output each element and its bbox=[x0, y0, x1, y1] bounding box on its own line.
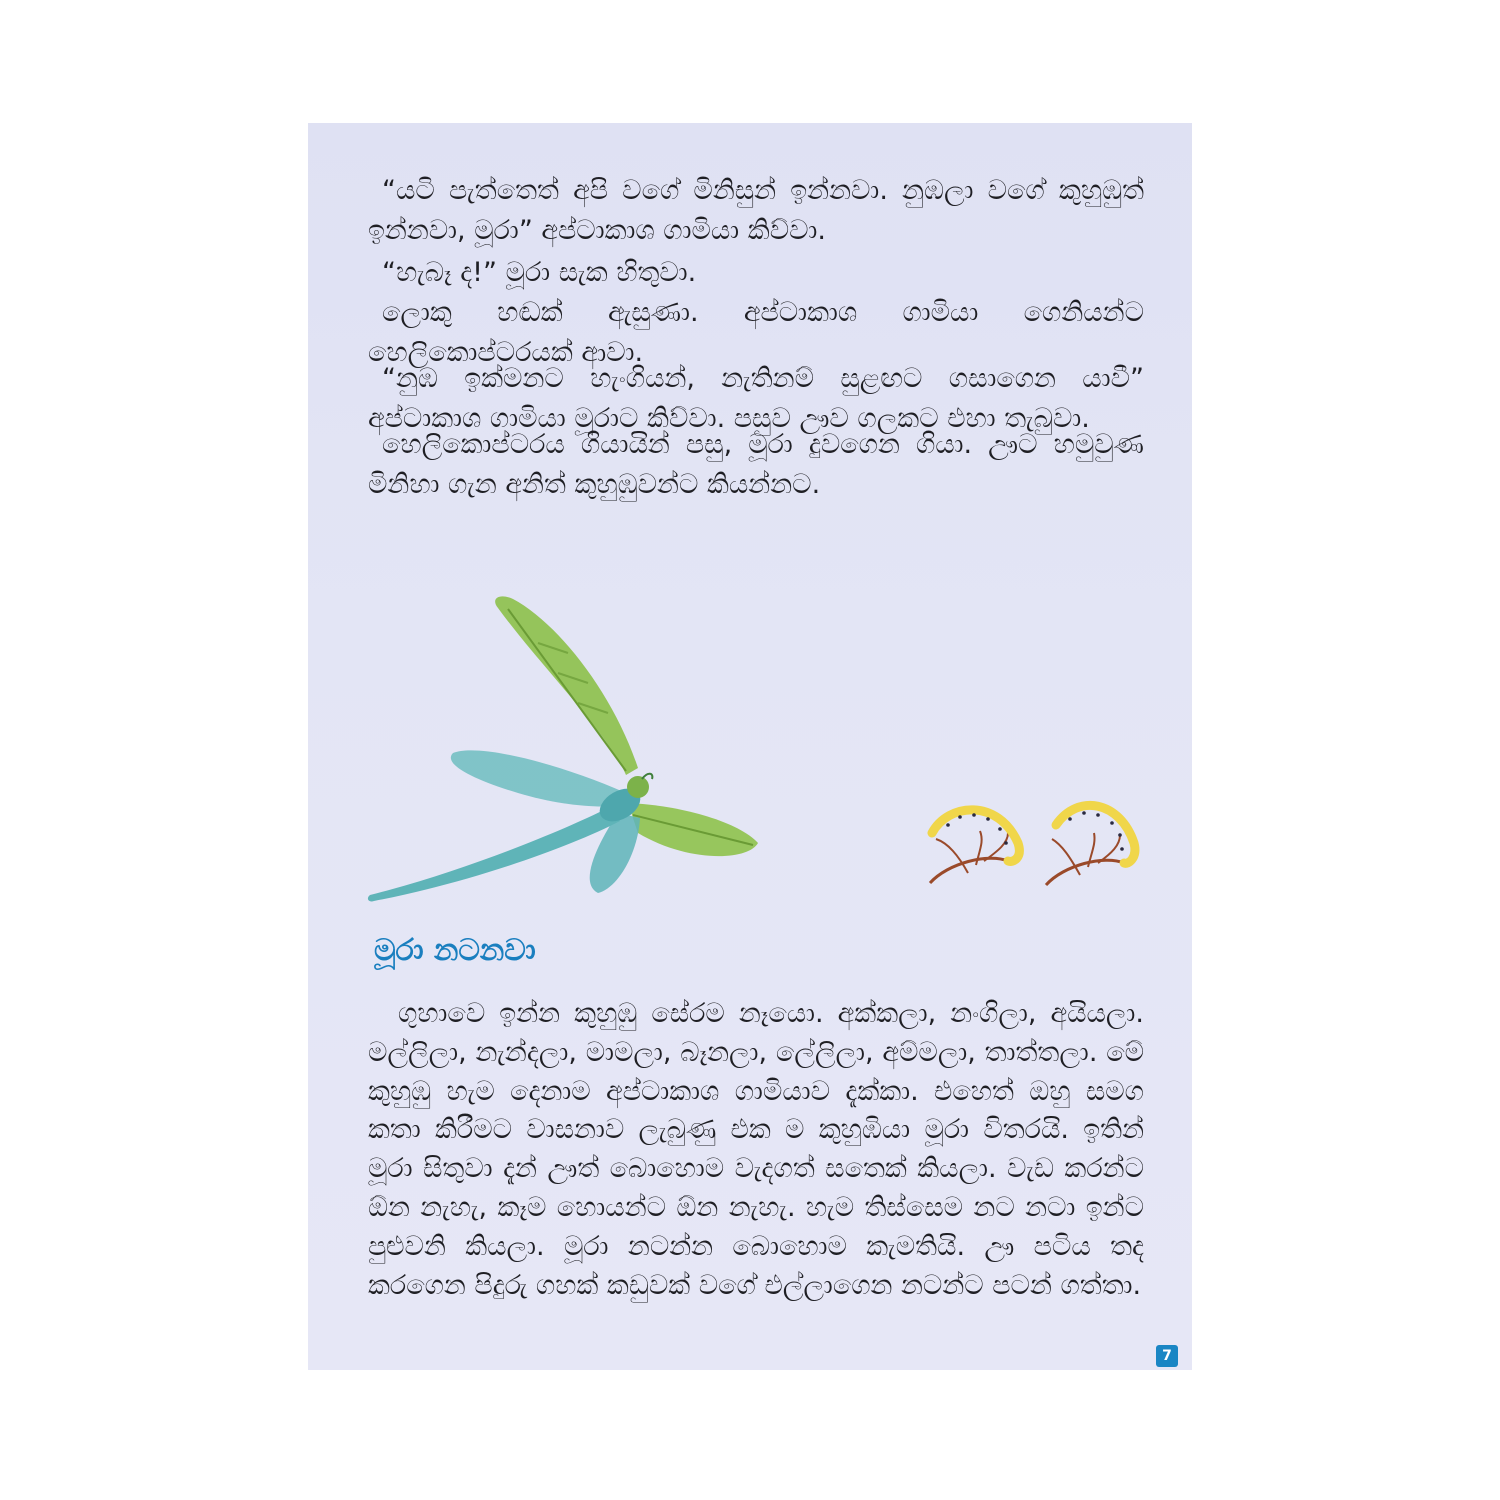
book-page bbox=[308, 123, 1192, 1370]
story-illustration bbox=[308, 543, 1192, 903]
story-paragraph: “හැබෑ ද!” මූරා සැක හිතුවා. bbox=[382, 257, 697, 288]
story-paragraph: “නුඹ ඉක්මනට හැංගියන්, නැතිනම් සුළඟට ගසාගෙන යාවී” අප්ටාකාශ ගාමියා මූරාට කිව්වා. පසුව ඌව ගලකට එහා තැබුවා. bbox=[368, 363, 1144, 434]
page-number-badge: 7 bbox=[1156, 1345, 1178, 1367]
story-paragraph: ලොකු හඬක් ඇසුණා. අප්ටාකාශ ගාමියා ගෙනියන්ට හෙලිකොප්ටරයක් ආවා. bbox=[368, 297, 1144, 368]
seed-pod-icon bbox=[930, 810, 1019, 883]
story-paragraph: “යටි පැත්තෙත් අපි වගේ මිනිසුන් ඉන්නවා. නුඹලා වගේ කුහුඹුත් ඉන්නවා, මූරා” අප්ටාකාශ ගාමියා කිව්වා. bbox=[368, 175, 1144, 246]
section-heading: මූරා නටනවා bbox=[374, 933, 536, 968]
section-paragraph: ගුහාවෙ ඉන්න කුහුඹු සේරම නෑයො. අක්කලා, නංගිලා, අයියලා. මල්ලිලා, නැන්දලා, මාමලා, බෑනලා, ලේලිලා, අම්මලා, තාත්තලා. මේ කුහුඹු හැම දෙනාම අප්ටාකාශ ගාමියාව දැක්කා. එහෙත් ඔහු සමග කතා කිරීමට වාසනාව ලැබුණු එක ම කුහුඹියා මූරා විතරයි. ඉතින් මූරා සිතුවා දැන් ඌත් බොහොම වැදගත් සතෙක් කියලා. වැඩ කරන්ට ඕන නැහැ, කෑම හොයන්ට ඕන නැහැ. හැම තිස්සෙම නට නටා ඉන්ට පුළුවනි කියලා. මූරා නටන්න බොහොම කැමතියි. ඌ පටිය තද කරගෙන පිදුරු ගහක් කඩුවක් වගේ එල්ලාගෙන නටන්ට පටන් ගත්තා. bbox=[368, 998, 1144, 1301]
story-paragraph: හෙලිකොප්ටරය ගියායින් පසු, මූරා දුවගෙන ගියා. ඌට හමුවුණ මිනිහා ගැන අනිත් කුහුඹුවන්ට කියන්නට. bbox=[368, 429, 1144, 500]
dragonfly-icon bbox=[368, 596, 758, 901]
seed-pod-icon bbox=[1046, 805, 1135, 885]
